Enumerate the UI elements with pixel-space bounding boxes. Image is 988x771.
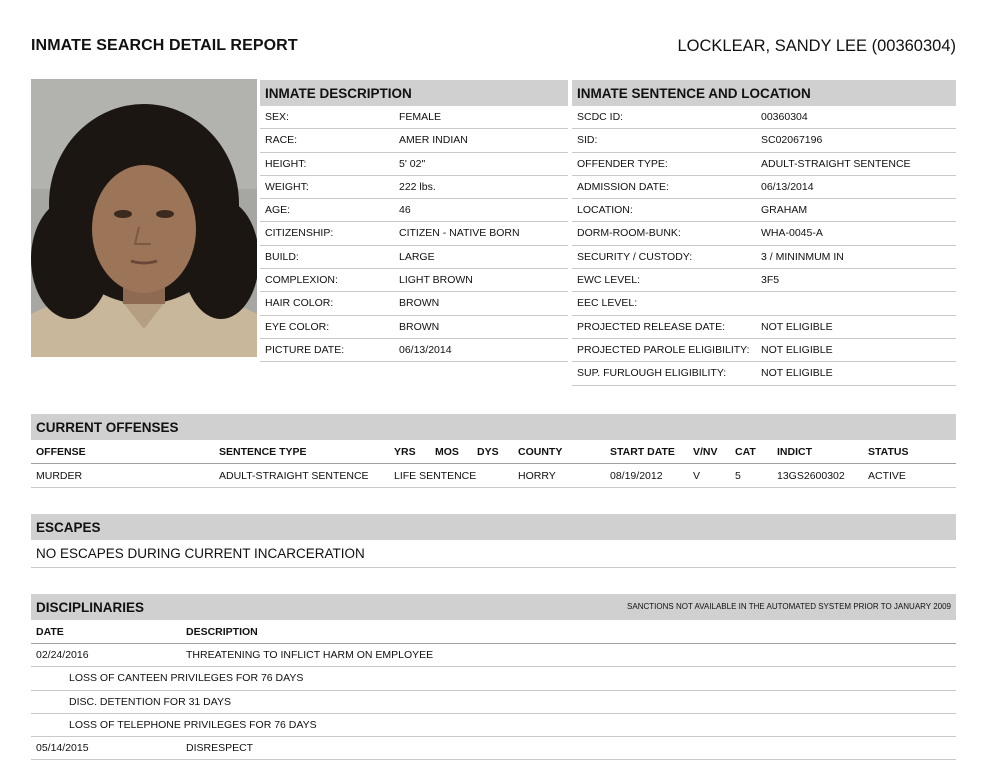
- sentence-row-eec-level: [572, 292, 956, 315]
- offense-indict: 13GS2600302: [777, 470, 845, 482]
- description-row-age: [260, 199, 568, 222]
- row-value: GRAHAM: [761, 204, 808, 217]
- col-sentence-type: SENTENCE TYPE: [219, 446, 307, 458]
- row-label: PROJECTED RELEASE DATE:: [577, 320, 726, 333]
- row-label: SUP. FURLOUGH ELIGIBILITY:: [577, 367, 727, 380]
- description-row-picture-date: [260, 339, 568, 362]
- inmate-description-header: INMATE DESCRIPTION: [260, 80, 568, 106]
- description-row-sex: [260, 106, 568, 129]
- offense-name: MURDER: [36, 470, 83, 482]
- row-value: CITIZEN - NATIVE BORN: [399, 227, 520, 240]
- disciplinaries-column-headers: [31, 620, 956, 644]
- row-value: WHA-0045-A: [761, 227, 823, 240]
- row-label: EEC LEVEL:: [577, 297, 638, 310]
- sentence-row-sid: [572, 129, 956, 152]
- offense-vnv: V: [693, 470, 701, 482]
- description-row-citizenship: [260, 222, 568, 245]
- col-dys: DYS: [477, 446, 499, 458]
- col-start-date: START DATE: [610, 446, 675, 458]
- col-cat: CAT: [735, 446, 756, 458]
- row-label: EWC LEVEL:: [577, 274, 641, 287]
- row-value: AMER INDIAN: [399, 134, 468, 147]
- row-label: OFFENDER TYPE:: [577, 157, 668, 170]
- disciplinary-description: THREATENING TO INFLICT HARM ON EMPLOYEE: [186, 649, 434, 661]
- row-label: CITIZENSHIP:: [265, 227, 334, 240]
- col-mos: MOS: [435, 446, 459, 458]
- row-value: 5' 02": [399, 157, 426, 170]
- col-yrs: YRS: [394, 446, 416, 458]
- col-offense: OFFENSE: [36, 446, 86, 458]
- current-offenses-header: CURRENT OFFENSES: [31, 414, 956, 440]
- description-row-build: [260, 246, 568, 269]
- sanction-text: LOSS OF TELEPHONE PRIVILEGES FOR 76 DAYS: [69, 718, 317, 731]
- escapes-text: NO ESCAPES DURING CURRENT INCARCERATION: [31, 541, 956, 568]
- sanction-row: [31, 714, 956, 737]
- escapes-header: ESCAPES: [31, 514, 956, 540]
- col-indict: INDICT: [777, 446, 812, 458]
- row-value: 46: [399, 204, 411, 217]
- inmate-name: LOCKLEAR, SANDY LEE (00360304): [677, 37, 956, 55]
- col-description: DESCRIPTION: [186, 626, 258, 638]
- sanction-text: LOSS OF CANTEEN PRIVILEGES FOR 76 DAYS: [69, 672, 304, 685]
- sanction-text: DISC. DETENTION FOR 31 DAYS: [69, 695, 231, 708]
- row-label: SCDC ID:: [577, 111, 624, 123]
- row-value: 3 / MININMUM IN: [761, 250, 844, 263]
- row-value: LARGE: [399, 250, 435, 263]
- row-value: 3F5: [761, 274, 780, 287]
- offense-county: HORRY: [518, 470, 556, 482]
- row-label: SECURITY / CUSTODY:: [577, 250, 693, 263]
- row-label: AGE:: [265, 204, 291, 217]
- row-value: FEMALE: [399, 111, 442, 123]
- report-title: INMATE SEARCH DETAIL REPORT: [31, 37, 298, 54]
- row-label: ADMISSION DATE:: [577, 180, 669, 193]
- description-row-complexion: [260, 269, 568, 292]
- offense-row: [31, 464, 956, 488]
- sentence-row-sup-furlough: [572, 362, 956, 385]
- offense-cat: 5: [735, 470, 741, 482]
- description-row-hair-color: [260, 292, 568, 315]
- row-value: SC02067196: [761, 134, 823, 147]
- sanction-row: [31, 667, 956, 690]
- disciplinary-row: [31, 737, 956, 760]
- sentence-row-projected-parole: [572, 339, 956, 362]
- sentence-location-header: INMATE SENTENCE AND LOCATION: [572, 80, 956, 106]
- row-value: LIGHT BROWN: [399, 274, 473, 287]
- row-label: RACE:: [265, 134, 298, 147]
- sentence-location-table: [572, 106, 956, 386]
- offense-sentence-type: ADULT-STRAIGHT SENTENCE: [219, 470, 369, 482]
- sanctions-note: SANCTIONS NOT AVAILABLE IN THE AUTOMATED SYSTEM PRIOR TO JANUARY 2009: [627, 602, 951, 611]
- disciplinary-date: 02/24/2016: [36, 649, 89, 661]
- col-status: STATUS: [868, 446, 909, 458]
- sentence-row-admission-date: [572, 176, 956, 199]
- col-vnv: V/NV: [693, 446, 718, 458]
- row-label: DORM-ROOM-BUNK:: [577, 227, 681, 240]
- row-value: NOT ELIGIBLE: [761, 343, 833, 356]
- sanction-row: [31, 691, 956, 714]
- disciplinaries-header: DISCIPLINARIES: [31, 594, 956, 620]
- row-label: HAIR COLOR:: [265, 297, 334, 310]
- row-label: EYE COLOR:: [265, 320, 330, 333]
- row-value: NOT ELIGIBLE: [761, 367, 833, 380]
- row-label: SID:: [577, 134, 598, 147]
- row-value: BROWN: [399, 320, 440, 333]
- inmate-photo: [31, 79, 257, 357]
- sentence-row-security-custody: [572, 246, 956, 269]
- description-row-height: [260, 153, 568, 176]
- row-value: BROWN: [399, 297, 440, 310]
- offenses-column-headers: [31, 440, 956, 464]
- sentence-row-ewc-level: [572, 269, 956, 292]
- sentence-row-scdc-id: [572, 106, 956, 129]
- inmate-description-table: [260, 106, 568, 362]
- col-county: COUNTY: [518, 446, 563, 458]
- row-label: PROJECTED PAROLE ELIGIBILITY:: [577, 343, 750, 356]
- description-row-race: [260, 129, 568, 152]
- sentence-row-location: [572, 199, 956, 222]
- disciplinary-description: DISRESPECT: [186, 742, 254, 755]
- row-value: 222 lbs.: [399, 180, 436, 193]
- row-label: PICTURE DATE:: [265, 343, 345, 356]
- offense-start-date: 08/19/2012: [610, 470, 663, 482]
- row-label: SEX:: [265, 111, 289, 123]
- row-label: HEIGHT:: [265, 157, 307, 170]
- row-label: WEIGHT:: [265, 180, 309, 193]
- row-label: LOCATION:: [577, 204, 633, 217]
- description-row-eye-color: [260, 316, 568, 339]
- row-label: COMPLEXION:: [265, 274, 338, 287]
- sentence-row-dorm-room-bunk: [572, 222, 956, 245]
- row-value: NOT ELIGIBLE: [761, 320, 833, 333]
- sentence-row-projected-release-date: [572, 316, 956, 339]
- row-label: BUILD:: [265, 250, 299, 263]
- row-value: 06/13/2014: [399, 343, 452, 356]
- disciplinary-date: 05/14/2015: [36, 742, 89, 755]
- description-row-weight: [260, 176, 568, 199]
- row-value: 00360304: [761, 111, 808, 123]
- sentence-row-offender-type: [572, 153, 956, 176]
- col-date: DATE: [36, 626, 64, 638]
- row-value: ADULT-STRAIGHT SENTENCE: [761, 157, 911, 170]
- disciplinary-row: [31, 644, 956, 667]
- offense-term: LIFE SENTENCE: [394, 470, 477, 482]
- row-value: 06/13/2014: [761, 180, 814, 193]
- offense-status: ACTIVE: [868, 470, 906, 482]
